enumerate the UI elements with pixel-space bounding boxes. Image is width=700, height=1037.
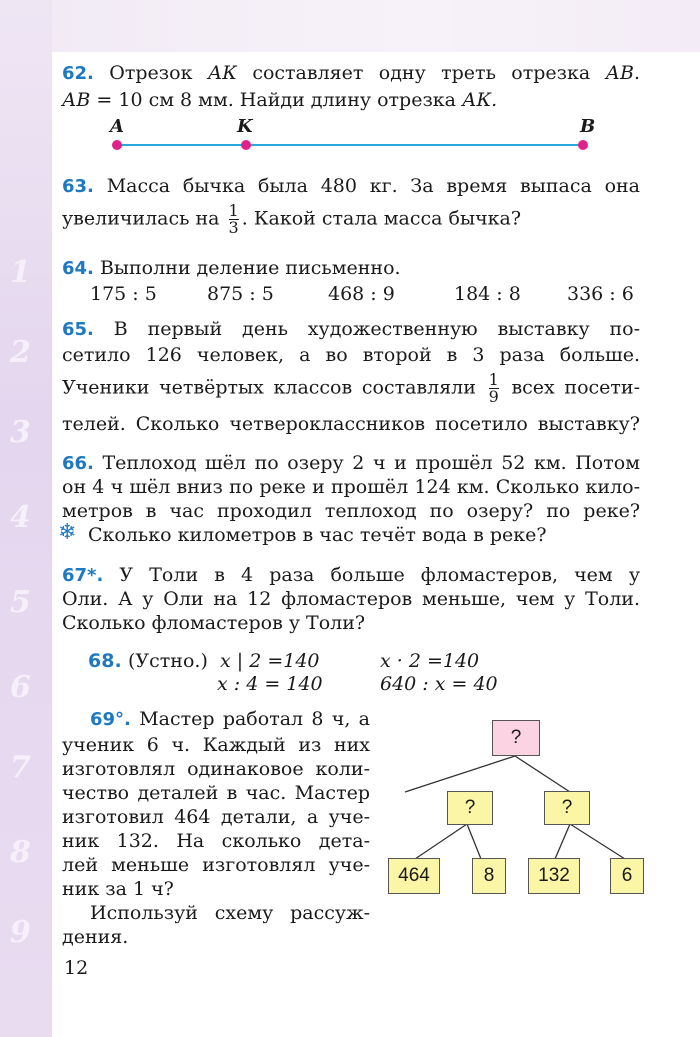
scheme-left-box: ? <box>447 791 493 825</box>
side-number: 6 <box>10 670 31 705</box>
text: АВ <box>62 89 91 111</box>
oral-label: (Устно.) <box>128 650 208 672</box>
equation: x | 2 =140 <box>220 650 320 672</box>
text: Ученики четвёртых классов составляли <box>62 376 476 399</box>
side-number: 5 <box>10 585 31 620</box>
side-number: 7 <box>10 750 31 785</box>
scheme-box-464: 464 <box>388 858 440 894</box>
page-number: 12 <box>64 957 89 979</box>
task-number: 68. <box>88 650 122 672</box>
scheme-top-box: ? <box>492 720 540 756</box>
numerator: 1 <box>488 370 499 389</box>
expression: 175 : 5 <box>90 283 157 305</box>
task-number: 69°. <box>90 709 131 730</box>
text: . Какой стала масса бычка? <box>241 207 522 230</box>
point-label-a: A <box>110 116 124 137</box>
text: увеличилась на <box>62 207 220 230</box>
text: = 10 см 8 мм. Найди длину отрезка <box>96 89 457 111</box>
text: ник 132. На сколько дета- <box>62 830 370 852</box>
text: Сколько километров в час течёт вода в реке? <box>88 524 547 546</box>
text: лей меньше изготовлял уче- <box>62 854 370 876</box>
scheme-box-8: 8 <box>472 858 506 894</box>
text: В первый день художественную выставку по- <box>113 318 640 340</box>
text: Мастер работал 8 ч, а <box>139 708 370 730</box>
text: Отрезок <box>109 62 193 84</box>
point-label-b: B <box>580 116 596 137</box>
task-number: 65. <box>62 319 94 340</box>
text: изготовил 464 детали, а уче- <box>62 806 370 828</box>
task-number: 64. <box>62 258 94 279</box>
text: ученик 6 ч. Каждый из них <box>62 734 370 756</box>
text: изготовлял одинаковое коли- <box>62 758 370 780</box>
text: АК. <box>462 89 498 111</box>
side-number: 4 <box>10 500 31 535</box>
text: У Толи в 4 раза больше фломастеров, чем у <box>119 564 640 586</box>
side-number: 1 <box>10 255 31 290</box>
text: ник за 1 ч? <box>62 878 174 900</box>
equation: 640 : x = 40 <box>380 673 498 695</box>
task-number: 62. <box>62 63 94 84</box>
text: телей. Сколько четвероклассников посетило выставку? <box>62 413 640 435</box>
text: метров в час проходил теплоход по озеру? по реке? <box>62 500 640 522</box>
equation: x · 2 =140 <box>380 650 480 672</box>
scheme-box-6: 6 <box>610 858 644 894</box>
text: Оли. А у Оли на 12 фломастеров меньше, чем у Толи. <box>62 588 640 610</box>
text: Масса бычка была 480 кг. За время выпаса она <box>106 175 641 197</box>
text: АВ. <box>605 62 641 84</box>
expression: 184 : 8 <box>454 283 521 305</box>
text: АК <box>207 62 237 84</box>
numerator: 1 <box>228 201 239 220</box>
expression: 875 : 5 <box>207 283 274 305</box>
text: чество деталей в час. Мастер <box>62 782 370 804</box>
text: сетило 126 человек, а во второй в 3 раза больше. <box>62 344 640 366</box>
side-number: 2 <box>10 335 31 370</box>
expression: 336 : 6 <box>567 283 634 305</box>
side-number: 9 <box>10 915 31 950</box>
scheme-right-box: ? <box>544 791 590 825</box>
denominator: 9 <box>488 387 499 406</box>
text: Выполни деление письменно. <box>99 257 401 279</box>
side-number: 3 <box>10 415 31 450</box>
text: составляет одну треть отрезка <box>252 62 591 84</box>
snowflake-icon: ❄ <box>58 520 77 545</box>
equation: x : 4 = 140 <box>217 673 323 695</box>
scheme-box-132: 132 <box>528 858 580 894</box>
task-number: 63. <box>62 176 94 197</box>
expression: 468 : 9 <box>328 283 395 305</box>
text: Теплоход шёл по озеру 2 ч и прошёл 52 км. Потом <box>102 452 640 474</box>
text: Сколько фломастеров у Толи? <box>62 612 366 634</box>
task-number: 66. <box>62 453 94 474</box>
task-number: 67*. <box>62 565 104 586</box>
denominator: 3 <box>228 218 239 237</box>
text: Используй схему рассуж- <box>90 902 370 924</box>
side-number: 8 <box>10 835 31 870</box>
text: всех посети- <box>511 376 641 399</box>
text: дения. <box>62 926 129 948</box>
side-strip <box>0 0 52 1037</box>
text: он 4 ч шёл вниз по реке и прошёл 124 км. Сколько кило- <box>62 476 640 498</box>
point-label-k: K <box>237 116 253 137</box>
